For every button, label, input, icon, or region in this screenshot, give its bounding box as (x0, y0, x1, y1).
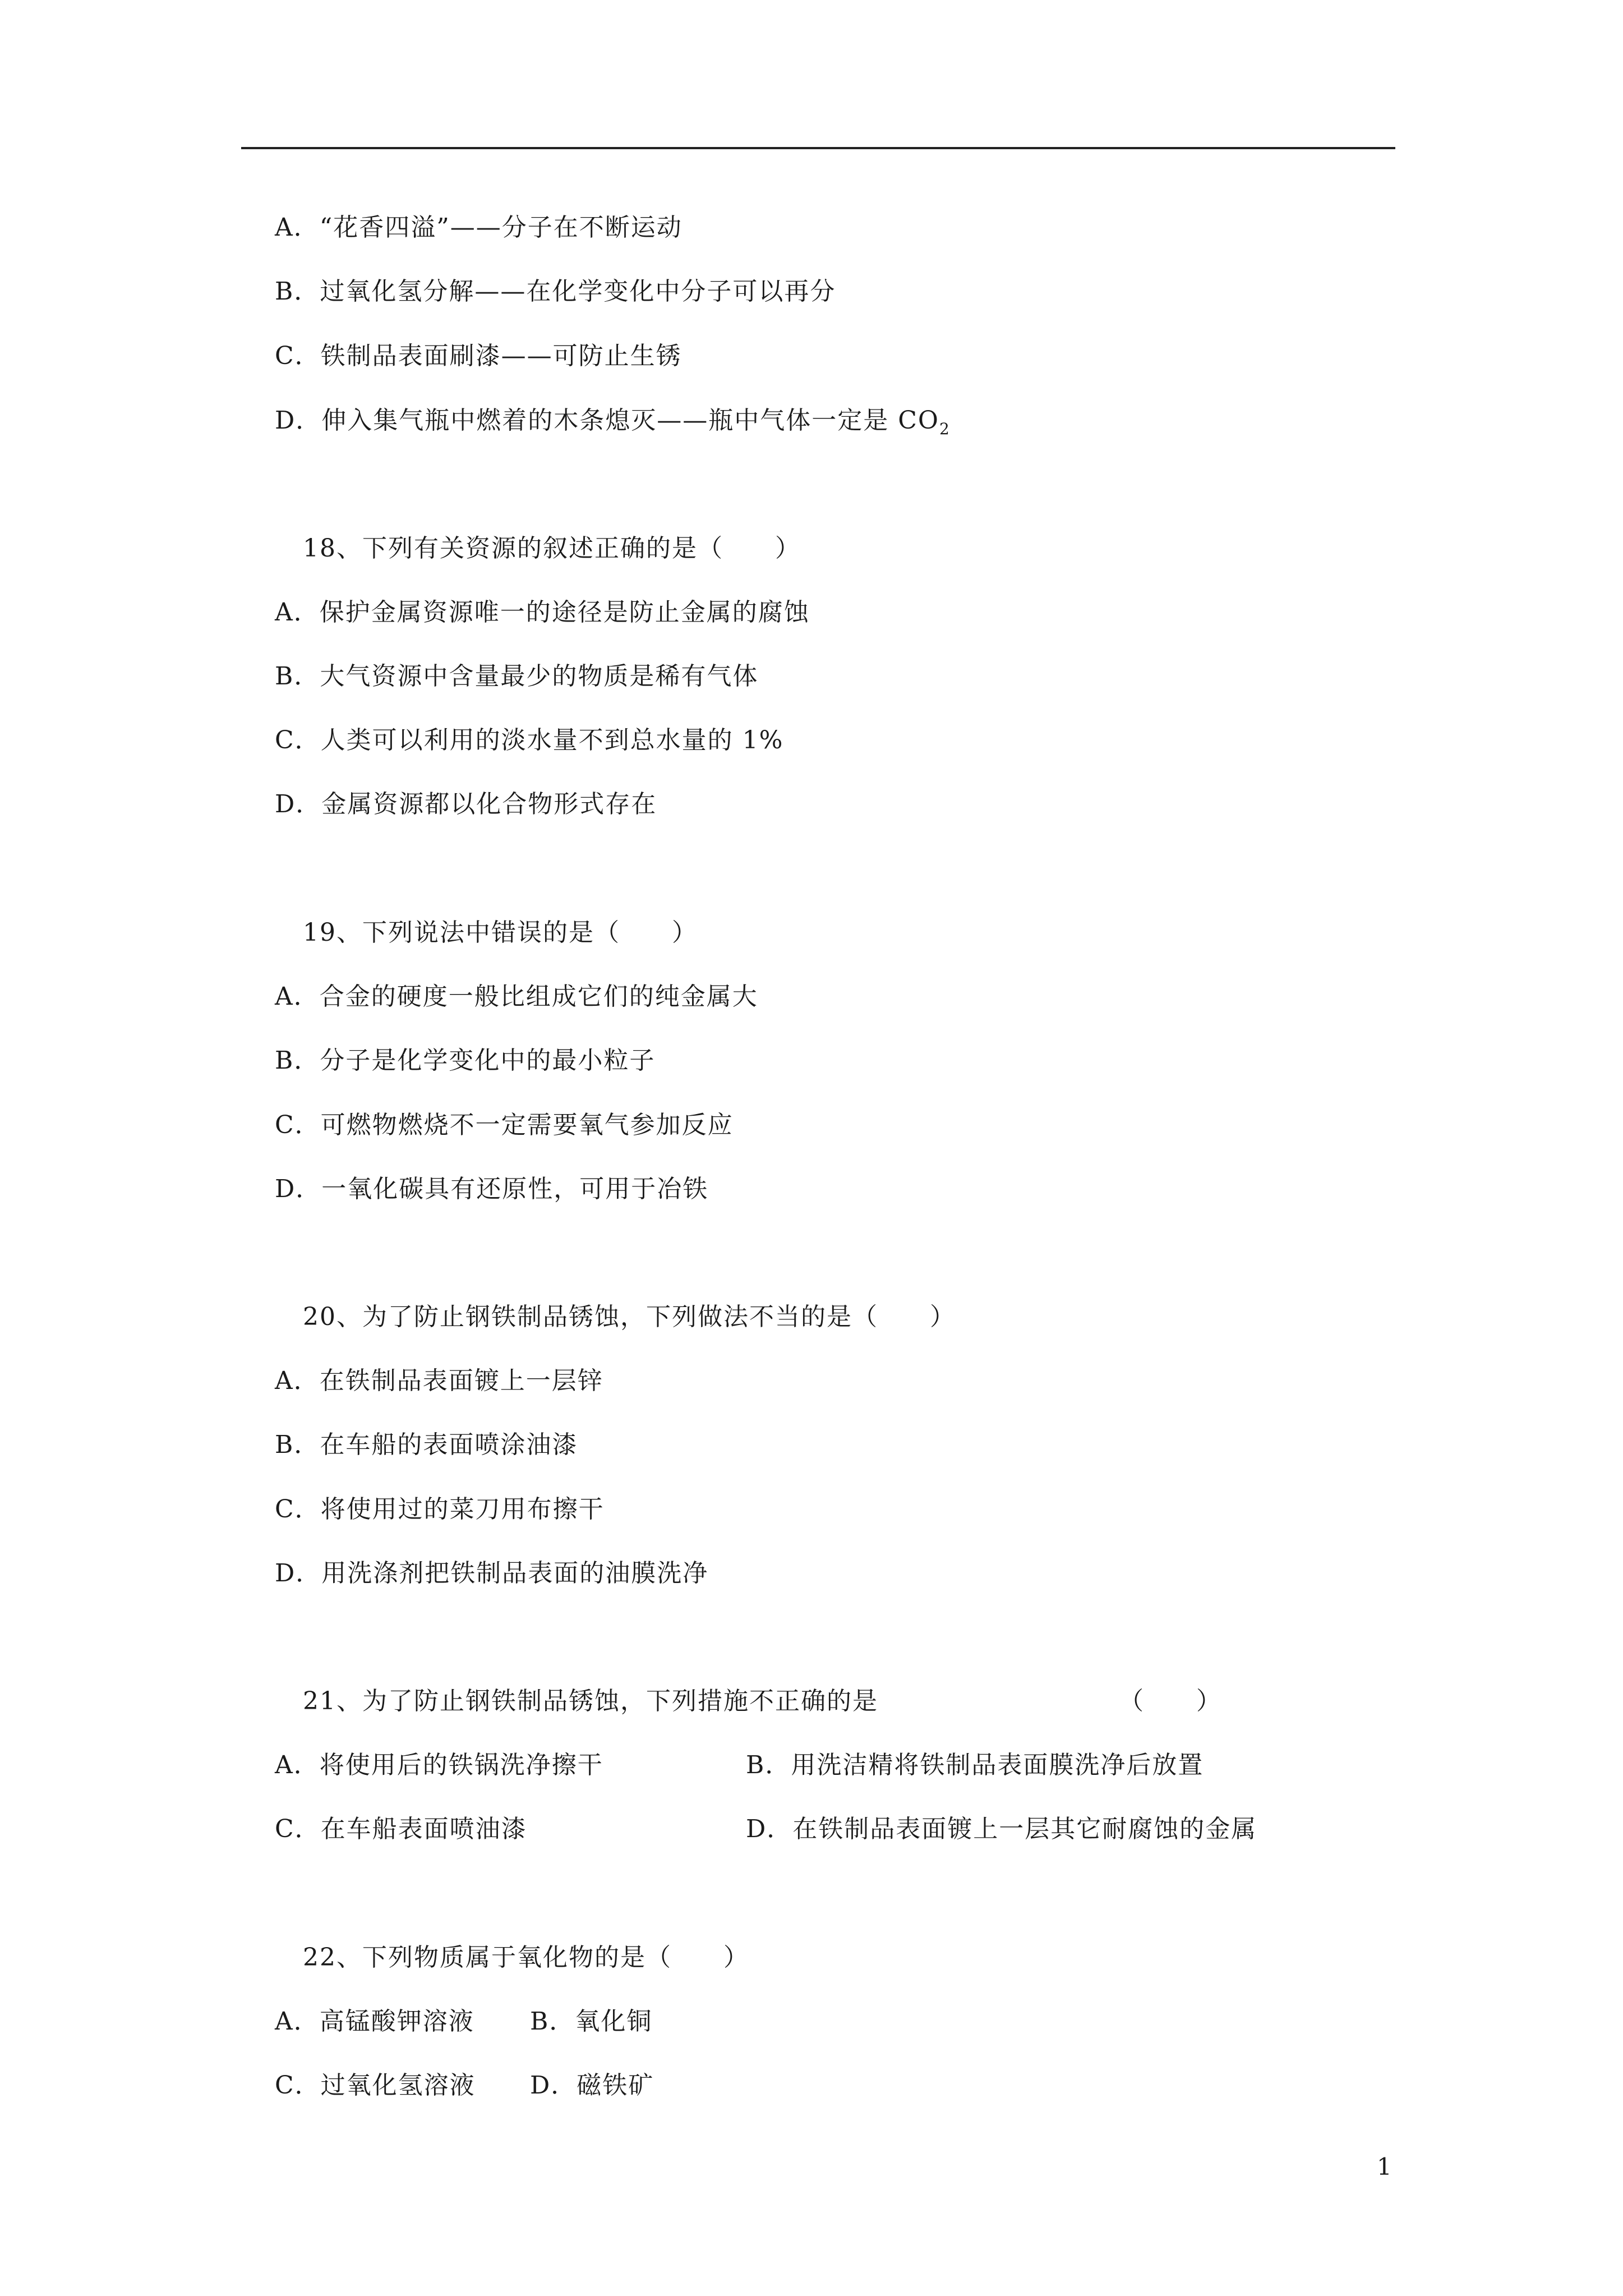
q17-option-a: A．“花香四溢”——分子在不断运动 (275, 213, 683, 242)
q20-option-b: B．在车船的表面喷涂油漆 (275, 1430, 578, 1459)
q17-option-c: C．铁制品表面刷漆——可防止生锈 (275, 342, 682, 370)
q18-option-b: B．大气资源中含量最少的物质是稀有气体 (275, 662, 759, 691)
q18-option-a: A．保护金属资源唯一的途径是防止金属的腐蚀 (275, 598, 810, 627)
q21-option-d: D．在铁制品表面镀上一层其它耐腐蚀的金属 (746, 1815, 1257, 1843)
q18-stem: 18、下列有关资源的叙述正确的是（ ） (303, 534, 801, 563)
q21-answer-paren: （ ） (1119, 1687, 1222, 1715)
q20-stem: 20、为了防止钢铁制品锈蚀，下列做法不当的是（ ） (303, 1303, 956, 1331)
q17-option-d-text: D．伸入集气瓶中燃着的木条熄灭——瓶中气体一定是 CO (275, 406, 939, 435)
q22-option-b: B．氧化铜 (530, 2007, 653, 2036)
q22-option-a: A．高锰酸钾溶液 (275, 2007, 474, 2036)
q22-option-d: D．磁铁矿 (530, 2071, 654, 2100)
q19-option-c: C．可燃物燃烧不一定需要氧气参加反应 (275, 1111, 734, 1139)
q17-option-d (275, 405, 951, 445)
q19-option-a: A．合金的硬度一般比组成它们的纯金属大 (275, 982, 758, 1011)
header-rule (241, 147, 1395, 149)
q17-option-b: B．过氧化氢分解——在化学变化中分子可以再分 (275, 277, 836, 306)
q21-option-c: C．在车船表面喷油漆 (275, 1815, 527, 1843)
q19-stem: 19、下列说法中错误的是（ ） (303, 918, 698, 947)
q20-option-a: A．在铁制品表面镀上一层锌 (275, 1366, 603, 1395)
q20-option-c: C．将使用过的菜刀用布擦干 (275, 1495, 605, 1524)
q18-option-c: C．人类可以利用的淡水量不到总水量的 1% (275, 726, 784, 754)
q19-option-b: B．分子是化学变化中的最小粒子 (275, 1046, 656, 1075)
q18-option-d: D．金属资源都以化合物形式存在 (275, 790, 657, 818)
q21-stem: 21、为了防止钢铁制品锈蚀，下列措施不正确的是 (303, 1687, 878, 1715)
q19-option-d: D．一氧化碳具有还原性，可用于冶铁 (275, 1175, 709, 1203)
q21-option-a: A．将使用后的铁锅洗净擦干 (275, 1751, 603, 1779)
q20-option-d: D．用洗涤剂把铁制品表面的油膜洗净 (275, 1559, 709, 1588)
q22-stem: 22、下列物质属于氧化物的是（ ） (303, 1943, 749, 1972)
q21-option-b: B．用洗洁精将铁制品表面膜洗净后放置 (746, 1751, 1204, 1779)
q22-option-c: C．过氧化氢溶液 (275, 2071, 476, 2100)
co2-subscript: 2 (939, 420, 951, 438)
page-number: 1 (1377, 2153, 1392, 2180)
